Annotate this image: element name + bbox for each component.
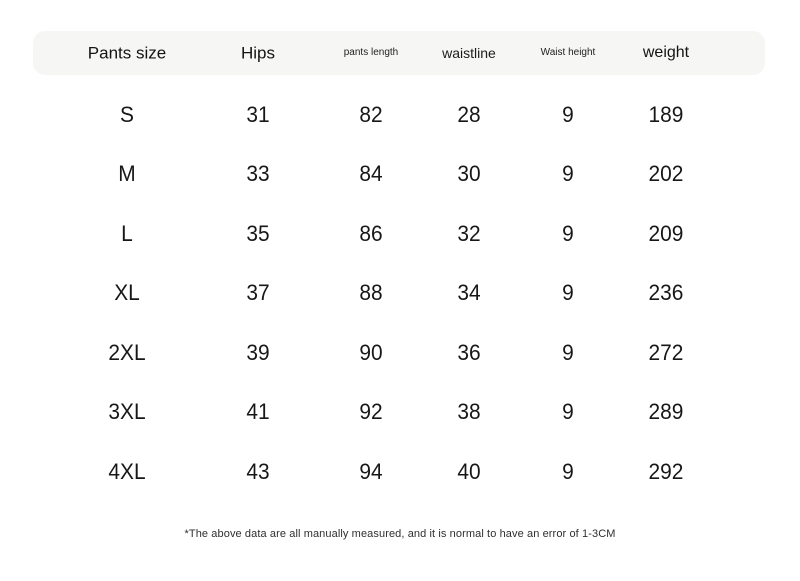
cell-pants-length: 86 (359, 220, 383, 246)
table-row-s (0, 85, 800, 145)
cell-hips: 37 (246, 280, 270, 306)
row-size-label: 3XL (108, 399, 146, 425)
row-size-label: M (118, 161, 136, 187)
footnote: *The above data are all manually measured, and it is normal to have an error of 1-3CM (184, 528, 616, 540)
column-header-pants-length: pants length (343, 47, 399, 58)
cell-waistline: 36 (457, 339, 481, 365)
cell-waistline: 34 (457, 280, 481, 306)
column-header-waist-height: Waist height (540, 47, 596, 58)
row-size-label: 2XL (108, 339, 146, 365)
cell-waist-height: 9 (562, 339, 574, 365)
cell-waist-height: 9 (562, 161, 574, 187)
table-row-2xl (0, 323, 800, 383)
cell-waistline: 28 (457, 101, 481, 127)
cell-hips: 39 (246, 339, 270, 365)
cell-waistline: 40 (457, 458, 481, 484)
cell-pants-length: 84 (359, 161, 383, 187)
column-header-pants-size: Pants size (87, 43, 167, 63)
cell-waistline: 38 (457, 399, 481, 425)
table-row-l (0, 204, 800, 264)
cell-waist-height: 9 (562, 101, 574, 127)
table-row-m (0, 145, 800, 205)
cell-waistline: 32 (457, 220, 481, 246)
cell-hips: 35 (246, 220, 270, 246)
cell-pants-length: 82 (359, 101, 383, 127)
cell-weight: 189 (648, 101, 684, 127)
row-size-label: S (120, 101, 134, 127)
table-row-xl (0, 264, 800, 324)
table-header-row (0, 31, 800, 75)
cell-waist-height: 9 (562, 399, 574, 425)
column-header-weight: weight (642, 44, 690, 61)
cell-weight: 209 (648, 220, 684, 246)
cell-waist-height: 9 (562, 458, 574, 484)
table-body (0, 85, 800, 502)
cell-hips: 41 (246, 399, 270, 425)
row-size-label: L (121, 220, 133, 246)
cell-pants-length: 92 (359, 399, 383, 425)
row-size-label: 4XL (108, 458, 146, 484)
cell-weight: 292 (648, 458, 684, 484)
cell-waistline: 30 (457, 161, 481, 187)
cell-pants-length: 90 (359, 339, 383, 365)
table-row-4xl (0, 442, 800, 502)
cell-weight: 289 (648, 399, 684, 425)
cell-waist-height: 9 (562, 220, 574, 246)
cell-weight: 272 (648, 339, 684, 365)
column-header-hips: Hips (240, 43, 276, 63)
cell-weight: 202 (648, 161, 684, 187)
cell-pants-length: 94 (359, 458, 383, 484)
cell-pants-length: 88 (359, 280, 383, 306)
cell-waist-height: 9 (562, 280, 574, 306)
table-row-3xl (0, 383, 800, 443)
cell-hips: 31 (246, 101, 270, 127)
row-size-label: XL (114, 280, 140, 306)
cell-hips: 33 (246, 161, 270, 187)
cell-hips: 43 (246, 458, 270, 484)
cell-weight: 236 (648, 280, 684, 306)
column-header-waistline: waistline (442, 45, 496, 61)
